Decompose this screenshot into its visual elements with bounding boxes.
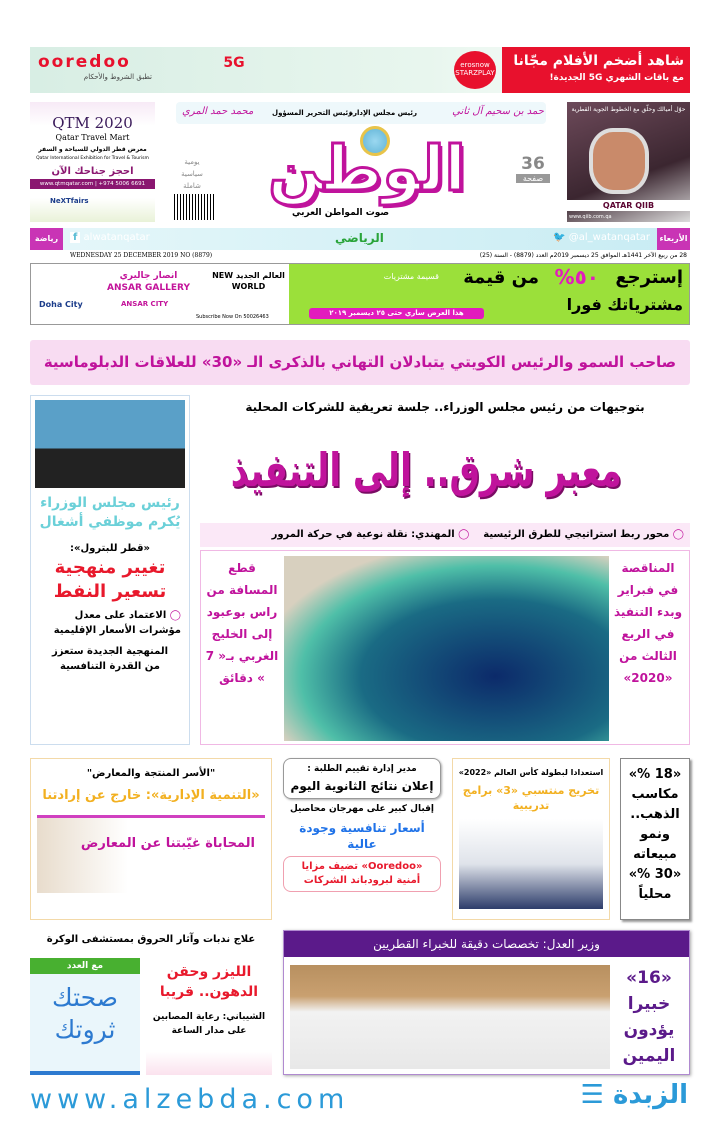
exam-kicker: مدير إدارة تقييم الطلبة :: [307, 764, 417, 774]
twitter-text: @al_watanqatar: [568, 232, 650, 243]
supplement-box[interactable]: [30, 958, 140, 1075]
date-arabic: 28 من ربيع الآخر 1441هـ الموافق 25 ديسمبر 2019م العدد (8879) - السنة (25): [479, 252, 687, 259]
ansar-gallery-logo: انصار جاليري ANSAR GALLERY: [107, 271, 190, 293]
page-clipping: [37, 815, 265, 893]
logo-text: الزبدة: [613, 1080, 688, 1110]
bullet-icon: ◯: [669, 529, 684, 540]
family-story[interactable]: [30, 758, 272, 920]
section-sports[interactable]: الرياضي: [335, 231, 384, 245]
doha-city-logo: Doha City: [39, 300, 83, 309]
day-label: الأربعاء: [657, 228, 690, 250]
family-clip-headline: المحاباة غيّبتنا عن المعارض: [80, 836, 255, 851]
ad-sub: مع باقات الشهري 5G الجديدة!: [549, 73, 684, 83]
pages-number: 36: [521, 154, 545, 174]
laser-headline: الليزر وحقن الدهون.. قريبا: [159, 964, 259, 1000]
barcode: [174, 194, 214, 220]
slogan: صوت المواطن العربي: [292, 208, 390, 218]
qa-ad-text: حوّل أميالك وحلّق مع الخطوط الجوية القطرية: [571, 106, 686, 113]
laser-sub: الشيباني: رعاية المصابين على مدار الساعة: [152, 1012, 266, 1036]
experts-photo: [290, 965, 610, 1069]
supplement-title: صحتك ثروتك: [52, 983, 118, 1044]
ad-terms: تطبق الشروط والأحكام: [83, 73, 152, 81]
bullet-2: المهندي: نقلة نوعية في حركة المرور: [271, 529, 455, 540]
menu-lines-icon: ☰: [580, 1080, 604, 1110]
exam-headline: إعلان نتائج الثانوية اليوم: [290, 779, 434, 793]
main-bullets: [200, 523, 690, 547]
oil-bullet-text: الاعتماد على معدل مؤشرات الأسعار الإقليمية: [53, 610, 181, 636]
pages-count: [516, 154, 550, 183]
ad-line1: إسترجع: [615, 267, 683, 288]
justice-story[interactable]: [283, 930, 690, 1075]
ooredoo-story[interactable]: «Ooredoo» تضيف مزايا أمنية لبرودباند الشركات: [283, 856, 441, 892]
main-left-column: قطع المسافة من راس بوعبود إلى الخليج الغربي بـ« 7 » دقائق: [205, 561, 279, 685]
qtm-en: Qatar International Exhibition for Travel & Tourism: [36, 156, 149, 161]
facebook-handle[interactable]: [70, 232, 150, 243]
qtm-organizer: NeXTfairs: [50, 197, 89, 205]
date-english: WEDNESDAY 25 DECEMBER 2019 NO (8879): [70, 252, 213, 259]
hospital-kicker: علاج ندبات وآثار الحروق بمستشفى الوكرة: [46, 934, 256, 945]
oil-text: المنهجية الجديدة ستعزز من القدرة التنافسية: [51, 646, 169, 672]
middle-column: [283, 758, 441, 922]
causeway-map-image: [284, 556, 609, 741]
family-headline: «التنمية الإدارية»: خارج عن إرادتنا: [42, 788, 260, 803]
editor-signature: محمد حمد المري: [182, 106, 254, 117]
banner-headline[interactable]: صاحب السمو والرئيس الكويتي يتبادلان التهاني بالذكرى الـ «30» للعلاقات الدبلوماسية: [30, 340, 690, 385]
alzebda-logo: [581, 1080, 688, 1110]
wc-headline: تخريج منتسبي «3» برامج تدريبية: [462, 784, 600, 812]
family-kicker: "الأسر المنتجة والمعارض": [86, 768, 216, 779]
subscribe-text: Subscribe Now On 50026463: [196, 314, 269, 320]
bullet-icon: ◯: [454, 529, 470, 540]
ansar-gallery-ad[interactable]: [30, 263, 690, 325]
main-right-column: المناقصة في فبراير وبدء التنفيذ في الربع الثالث من «2020»: [613, 561, 683, 685]
ad-line2: من قيمة: [463, 267, 539, 288]
supplement-label: رياضة: [30, 228, 63, 250]
chairman-signature: حمد بن سحيم آل ثاني: [452, 106, 544, 117]
qtm-ad[interactable]: [30, 102, 155, 222]
twitter-handle[interactable]: [553, 232, 650, 243]
qtm-title: QTM 2020: [52, 114, 133, 132]
world-cup-story[interactable]: [452, 758, 610, 920]
wc-kicker: استعدادا لبطولة كأس العالم «2022»: [458, 768, 604, 777]
main-story-box: [200, 550, 690, 745]
logo: الوطن: [268, 132, 466, 205]
ooredoo-logo: ooredoo: [38, 52, 131, 72]
qatar-airways-ad[interactable]: [567, 102, 690, 222]
ad-percent: ٥٠%: [554, 265, 599, 289]
frequency-political: سياسية: [181, 170, 203, 178]
festival-headline[interactable]: أسعار تنافسية وجودة عالية: [299, 821, 425, 851]
new-world-logo: العالم الجديد NEW WORLD: [212, 271, 285, 291]
info-bar: [30, 228, 690, 250]
footer-url[interactable]: www.alzebda.com: [30, 1084, 350, 1115]
bullet-1: محور ربط استراتيجي للطرق الرئيسية: [483, 529, 670, 540]
oil-headline[interactable]: تغيير منهجية تسعير النفط: [53, 557, 167, 602]
frequency-daily: يومية: [184, 158, 200, 166]
pages-label: صفحة: [516, 174, 550, 183]
oil-kicker: «قطر للبترول»:: [69, 543, 151, 554]
ad-voucher: قسيمة مشتريات: [383, 272, 439, 281]
exam-story[interactable]: [283, 758, 441, 799]
main-headline[interactable]: معبر شرق.. إلى التنفيذ: [230, 443, 622, 497]
laser-story[interactable]: [146, 958, 272, 1075]
oil-bullet: [31, 604, 189, 638]
supplement-label: مع العدد: [30, 958, 140, 974]
qa-ad-brands: QATAR QIIB: [567, 200, 690, 211]
experts-headline: «16» خبيرا يؤدون اليمين: [622, 968, 676, 1066]
qtm-ar: معرض قطر الدولي للسياحة و السفر: [38, 146, 147, 153]
ad-offer: هذا العرض ساري حتى ٢٥ ديسمبر ٢٠١٩: [309, 308, 484, 319]
gold-story[interactable]: «18 %» مكاسب الذهب.. ونمو مبيعاته «30 %» محلياً: [620, 758, 690, 920]
bullet-icon: ◯: [166, 610, 181, 621]
ad-line3: مشترياتك فورا: [566, 295, 683, 314]
masthead: [172, 102, 552, 222]
qtm-cta[interactable]: احجز جناحك الآن: [51, 166, 134, 177]
pm-caption[interactable]: رئيس مجلس الوزراء يُكرم موظفي أشغال: [39, 495, 181, 530]
main-headline-wrap: [200, 425, 690, 515]
5g-badge: 5G: [223, 55, 245, 71]
chairman-label: رئيس مجلس الإدارة: [348, 109, 417, 117]
graduation-photo: [459, 819, 603, 909]
main-kicker: بتوجيهات من رئيس مجلس الوزراء.. جلسة تعريفية للشركات المحلية: [245, 400, 645, 414]
facebook-icon: f: [70, 232, 80, 243]
qtm-sub: Qatar Travel Mart: [55, 133, 130, 142]
editor-label: رئيس التحرير المسؤول: [272, 109, 353, 117]
frequency-general: شاملة: [183, 182, 201, 190]
festival-kicker: إقبال كبير على مهرجان محاصيل: [290, 804, 434, 814]
ad-partner: erosnow STARZPLAY: [454, 51, 496, 89]
twitter-icon: 🐦: [553, 232, 569, 243]
qa-ad-url: www.qiib.com.qa: [569, 214, 612, 220]
qtm-contact: www.qtmqatar.com | +974 5006 6691: [30, 179, 155, 189]
top-ad[interactable]: [30, 47, 690, 93]
facebook-text: alwatanqatar: [83, 232, 150, 243]
justice-headline: وزير العدل: تخصصات دقيقة للخبراء القطريين: [284, 931, 689, 957]
ansar-city-logo: ANSAR CITY: [121, 300, 169, 308]
ad-headline: شاهد أضخم الأفلام مجّانا: [513, 53, 684, 69]
